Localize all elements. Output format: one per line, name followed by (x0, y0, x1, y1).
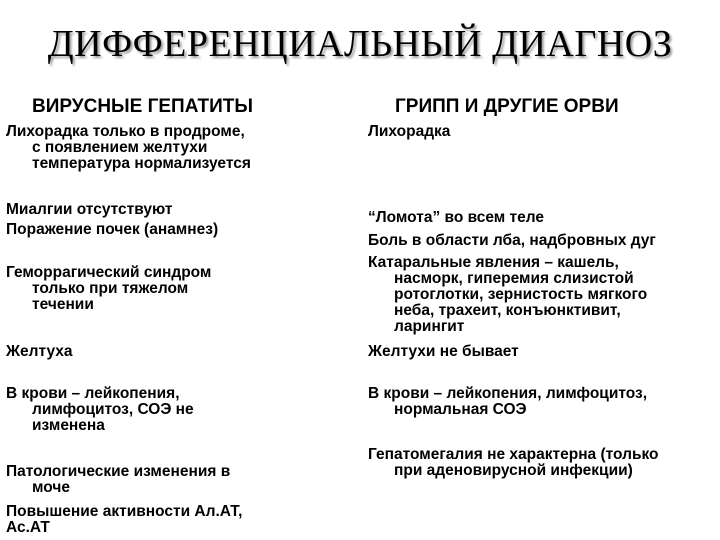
text-line: при аденовирусной инфекции) (394, 462, 633, 479)
text-line: нормальная СОЭ (394, 401, 527, 418)
left-hemorrhagic-item (6, 265, 211, 313)
text-line: Патологические изменения в (6, 463, 231, 480)
left-kidney-item (6, 222, 218, 238)
text-line: только при тяжелом (32, 280, 189, 297)
text-line: В крови – лейкопения, (6, 385, 180, 402)
text-line: Желтуха (6, 343, 73, 360)
text-line: лимфоцитоз, СОЭ не (32, 401, 194, 418)
text-line: ларингит (394, 318, 465, 335)
left-urine-item (6, 464, 230, 496)
text-line: неба, трахеит, конъюнктивит, (394, 302, 621, 319)
text-line: “Ломота” во всем теле (368, 209, 545, 226)
text-line: с появлением желтухи (32, 139, 208, 156)
text-line: Миалгии отсутствуют (6, 201, 173, 218)
text-line: моче (32, 479, 70, 496)
right-blood-item (368, 386, 647, 418)
left-fever-item (6, 124, 251, 172)
text-line: температура нормализуется (32, 155, 251, 172)
text-line: Катаральные явления – кашель, (368, 254, 619, 271)
text-line: Лихорадка только в продроме, (6, 123, 245, 140)
left-alt-item (6, 504, 242, 536)
text-line: ротоглотки, зернистость мягкого (394, 286, 648, 303)
left-myalgia-item (6, 202, 172, 218)
text-line: насморк, гиперемия слизистой (394, 270, 634, 287)
right-column-heading: ГРИПП И ДРУГИЕ ОРВИ (395, 96, 619, 117)
text-line: Ас.АТ (6, 519, 50, 536)
text-line: Желтухи не бывает (368, 343, 519, 360)
text-line: Боль в области лба, надбровных дуг (368, 232, 656, 249)
left-jaundice-item (6, 344, 73, 360)
text-line: Поражение почек (анамнез) (6, 221, 219, 238)
right-aches-item (368, 210, 544, 226)
left-blood-item (6, 386, 194, 434)
right-headache-item (368, 233, 656, 249)
left-column-heading: ВИРУСНЫЕ ГЕПАТИТЫ (32, 96, 253, 117)
text-line: Гепатомегалия не характерна (только (368, 446, 659, 463)
right-no-jaundice-item (368, 344, 519, 360)
text-line: течении (32, 296, 94, 313)
right-hepatomegaly-item (368, 447, 659, 479)
text-line: В крови – лейкопения, лимфоцитоз, (368, 385, 648, 402)
text-line: изменена (32, 417, 105, 434)
right-fever-item (368, 124, 450, 140)
text-line: Геморрагический синдром (6, 264, 212, 281)
text-line: Повышение активности Ал.АТ, (6, 503, 243, 520)
page-title: ДИФФЕРЕНЦИАЛЬНЫЙ ДИАГНОЗ (47, 23, 673, 65)
text-line: Лихорадка (368, 123, 451, 140)
right-catarrh-item (368, 255, 647, 335)
